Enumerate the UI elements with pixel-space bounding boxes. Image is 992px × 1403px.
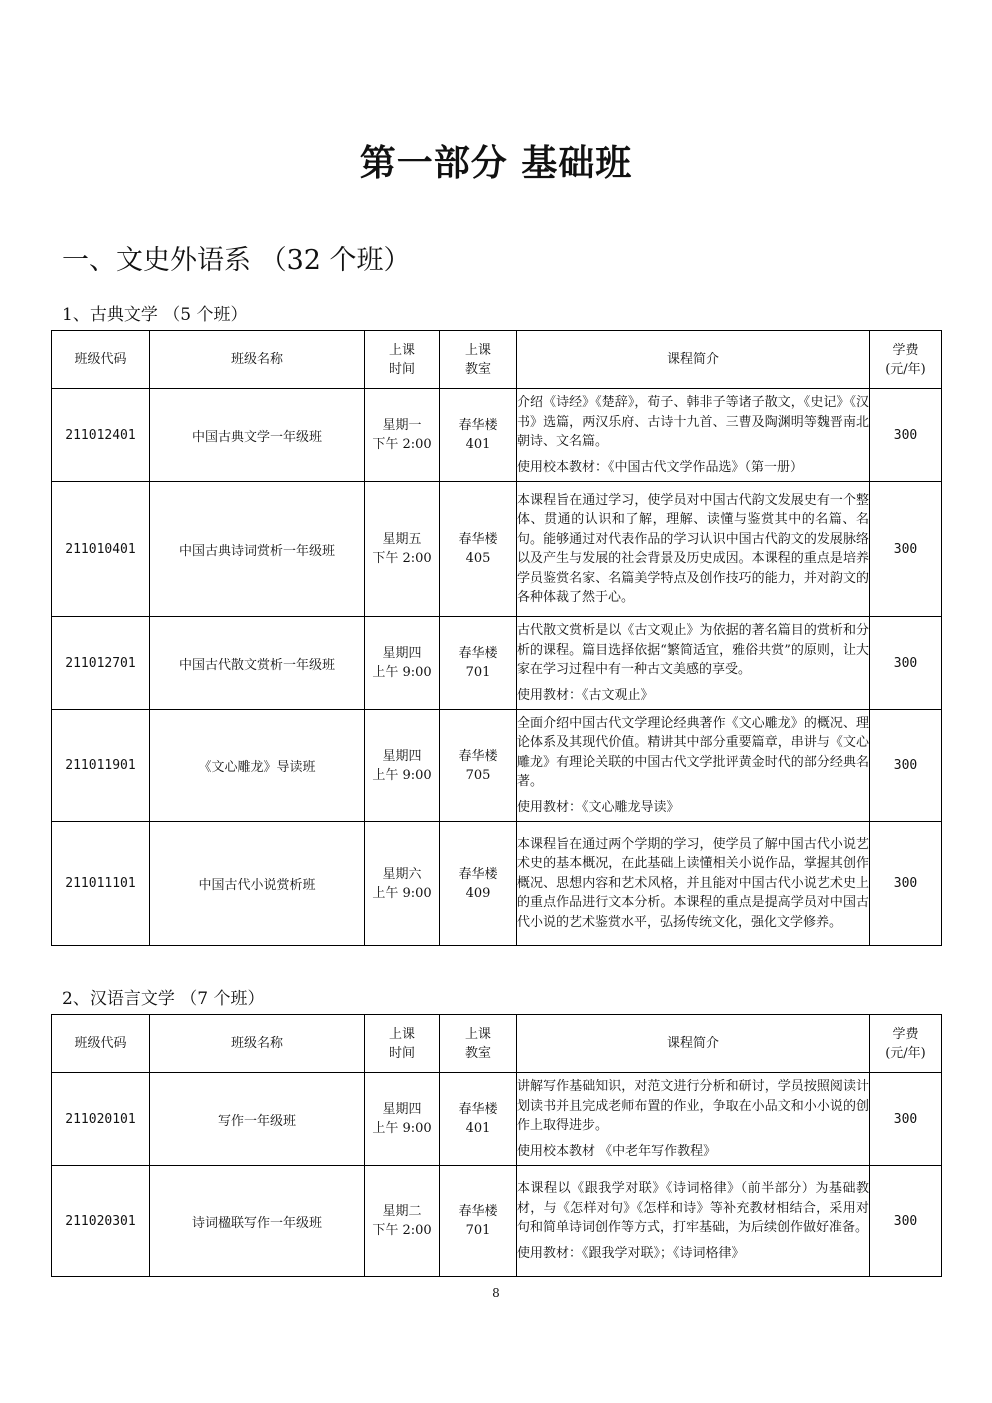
classroom-number: 705 (465, 767, 491, 783)
classroom-building: 春华楼 (458, 866, 498, 882)
header-class-name: 班级名称 (150, 331, 365, 389)
course-description: 讲解写作基础知识，对范文进行分析和研讨，学员按照阅读计划读书并且完成老师布置的作业，争取在小品文和小小说的创作上取得进步。 (517, 1079, 869, 1133)
classroom-number: 409 (465, 885, 491, 901)
chinese-language-literature-table (51, 1014, 942, 1277)
table-header-row (52, 1015, 942, 1073)
class-code: 211012401 (52, 389, 150, 482)
course-textbook: 使用教材：《跟我学对联》；《诗词格律》 (517, 1245, 745, 1261)
table-row (52, 1166, 942, 1277)
class-code: 211011901 (52, 710, 150, 822)
header-tuition (870, 331, 942, 389)
course-description: 本课程旨在通过两个学期的学习，使学员了解中国古代小说艺术史的基本概况，在此基础上读懂相关小说作品，掌握其创作概况、思想内容和艺术风格，并且能对中国古代小说艺术史上的重点作品进行文本分析。本课程的重点是提高学员对中国古代小说的艺术鉴赏水平，弘扬传统文化，强化文学修养。 (517, 836, 869, 930)
class-name: 中国古典诗词赏析一年级班 (150, 482, 365, 617)
table-row (52, 389, 942, 482)
class-weekday: 星期四 (382, 1102, 422, 1117)
course-intro (517, 710, 870, 822)
class-hour: 下午 2:00 (372, 551, 432, 566)
header-class-code: 班级代码 (52, 331, 150, 389)
classroom (440, 1073, 517, 1166)
classroom (440, 710, 517, 822)
course-intro (517, 1073, 870, 1166)
class-weekday: 星期一 (382, 418, 422, 433)
class-time (365, 389, 440, 482)
header-room-line2: 教室 (464, 361, 491, 377)
class-time (365, 710, 440, 822)
header-classroom (440, 1015, 517, 1073)
table-row (52, 822, 942, 946)
class-time (365, 822, 440, 946)
classroom-building: 春华楼 (458, 748, 498, 764)
course-description: 本课程旨在通过学习，使学员对中国古代韵文发展史有一个整体、贯通的认识和了解，理解、读懂与鉴赏其中的名篇、名句。能够通过对代表作品的学习认识中国古代韵文的发展脉络以及产生与发展的社会背景及历史成因。本课程的重点是培养学员鉴赏名家、名篇美学特点及创作技巧的能力，并对韵文的各种体裁了然于心。 (517, 492, 869, 605)
class-code: 211011101 (52, 822, 150, 946)
table-row (52, 482, 942, 617)
header-tuition (870, 1015, 942, 1073)
class-code: 211012701 (52, 617, 150, 710)
classroom (440, 482, 517, 617)
classroom-building: 春华楼 (458, 646, 498, 661)
department-title: 一、文史外语系 （32 个班） (62, 245, 411, 276)
section-title-classical-literature: 1、古典文学 （5 个班） (62, 305, 248, 325)
section-title-chinese-language-literature: 2、汉语言文学 （7 个班） (62, 989, 265, 1009)
class-hour: 下午 2:00 (372, 1223, 432, 1238)
header-room-line2: 教室 (464, 1045, 491, 1061)
tuition-fee: 300 (870, 1166, 942, 1277)
header-fee-line1: 学费 (892, 1026, 919, 1042)
classroom-number: 401 (465, 1121, 491, 1136)
course-textbook: 使用校本教材：《中国古代文学作品选》（第一册） (517, 459, 804, 475)
tuition-fee: 300 (870, 1073, 942, 1166)
class-name: 诗词楹联写作一年级班 (150, 1166, 365, 1277)
class-time (365, 482, 440, 617)
header-class-code: 班级代码 (52, 1015, 150, 1073)
class-weekday: 星期四 (382, 646, 422, 661)
header-room-line1: 上课 (464, 1026, 491, 1042)
classical-literature-table (51, 330, 942, 946)
class-code: 211020301 (52, 1166, 150, 1277)
class-weekday: 星期二 (382, 1204, 422, 1219)
header-fee-line2: (元/年) (885, 1045, 926, 1061)
course-intro (517, 389, 870, 482)
class-name: 中国古典文学一年级班 (150, 389, 365, 482)
course-description: 本课程以《跟我学对联》《诗词格律》（前半部分）为基础教材，与《怎样对句》《怎样和诗》等补充教材相结合，采用对句和简单诗词创作等方式，打牢基础，为后续创作做好准备。 (517, 1181, 869, 1235)
tuition-fee: 300 (870, 389, 942, 482)
table-row (52, 710, 942, 822)
classroom-number: 405 (465, 551, 491, 566)
classroom-building: 春华楼 (458, 1102, 498, 1117)
class-time (365, 1166, 440, 1277)
classroom-number: 701 (465, 1223, 491, 1238)
classroom-building: 春华楼 (458, 418, 498, 433)
classroom-number: 701 (465, 665, 491, 680)
course-description: 介绍《诗经》《楚辞》，荀子、韩非子等诸子散文，《史记》《汉书》选篇，两汉乐府、古诗十九首、三曹及陶渊明等魏晋南北朝诗、文名篇。 (517, 395, 869, 449)
class-name: 中国古代小说赏析班 (150, 822, 365, 946)
class-hour: 下午 2:00 (372, 437, 432, 452)
course-description: 古代散文赏析是以《古文观止》为依据的著名篇目的赏析和分析的课程。篇目选择依据“繁简适宜，雅俗共赏”的原则，让大家在学习过程中有一种古文美感的享受。 (517, 623, 869, 677)
class-code: 211020101 (52, 1073, 150, 1166)
header-room-line1: 上课 (464, 342, 491, 358)
classroom-building: 春华楼 (458, 532, 498, 547)
course-textbook: 使用校本教材 《中老年写作教程》 (517, 1143, 717, 1159)
header-course-intro: 课程简介 (517, 1015, 870, 1073)
tuition-fee: 300 (870, 482, 942, 617)
classroom (440, 389, 517, 482)
part-title: 第一部分 基础班 (359, 143, 633, 184)
class-weekday: 星期六 (382, 866, 422, 882)
classroom (440, 822, 517, 946)
class-time (365, 617, 440, 710)
tuition-fee: 300 (870, 710, 942, 822)
table-row (52, 1073, 942, 1166)
classroom-number: 401 (465, 437, 491, 452)
header-fee-line1: 学费 (892, 342, 919, 358)
class-name: 中国古代散文赏析一年级班 (150, 617, 365, 710)
header-fee-line2: (元/年) (885, 361, 926, 377)
class-hour: 上午 9:00 (372, 665, 432, 680)
header-class-time (365, 1015, 440, 1073)
course-intro (517, 617, 870, 710)
course-intro (517, 1166, 870, 1277)
classroom (440, 617, 517, 710)
classroom-building: 春华楼 (458, 1204, 498, 1219)
header-time-line2: 时间 (388, 361, 415, 377)
class-weekday: 星期五 (382, 532, 422, 547)
class-name: 《文心雕龙》导读班 (150, 710, 365, 822)
class-code: 211010401 (52, 482, 150, 617)
page-number: 8 (492, 1286, 500, 1300)
header-time-line1: 上课 (388, 1026, 415, 1042)
header-time-line1: 上课 (388, 342, 415, 358)
class-weekday: 星期四 (382, 748, 422, 764)
class-time (365, 1073, 440, 1166)
course-intro (517, 822, 870, 946)
header-time-line2: 时间 (388, 1045, 415, 1061)
header-course-intro: 课程简介 (517, 331, 870, 389)
class-hour: 上午 9:00 (372, 1121, 432, 1136)
tuition-fee: 300 (870, 822, 942, 946)
class-hour: 上午 9:00 (372, 767, 432, 783)
tuition-fee: 300 (870, 617, 942, 710)
course-textbook: 使用教材：《古文观止》 (517, 687, 654, 703)
header-class-name: 班级名称 (150, 1015, 365, 1073)
course-description: 全面介绍中国古代文学理论经典著作《文心雕龙》的概况、理论体系及其现代价值。精讲其中部分重要篇章，串讲与《文心雕龙》有理论关联的中国古代文学批评黄金时代的部分经典名著。 (517, 715, 869, 790)
course-textbook: 使用教材：《文心雕龙导读》 (517, 799, 680, 815)
table-row (52, 617, 942, 710)
class-hour: 上午 9:00 (372, 885, 432, 901)
header-classroom (440, 331, 517, 389)
table-header-row (52, 331, 942, 389)
course-intro (517, 482, 870, 617)
classroom (440, 1166, 517, 1277)
class-name: 写作一年级班 (150, 1073, 365, 1166)
header-class-time (365, 331, 440, 389)
